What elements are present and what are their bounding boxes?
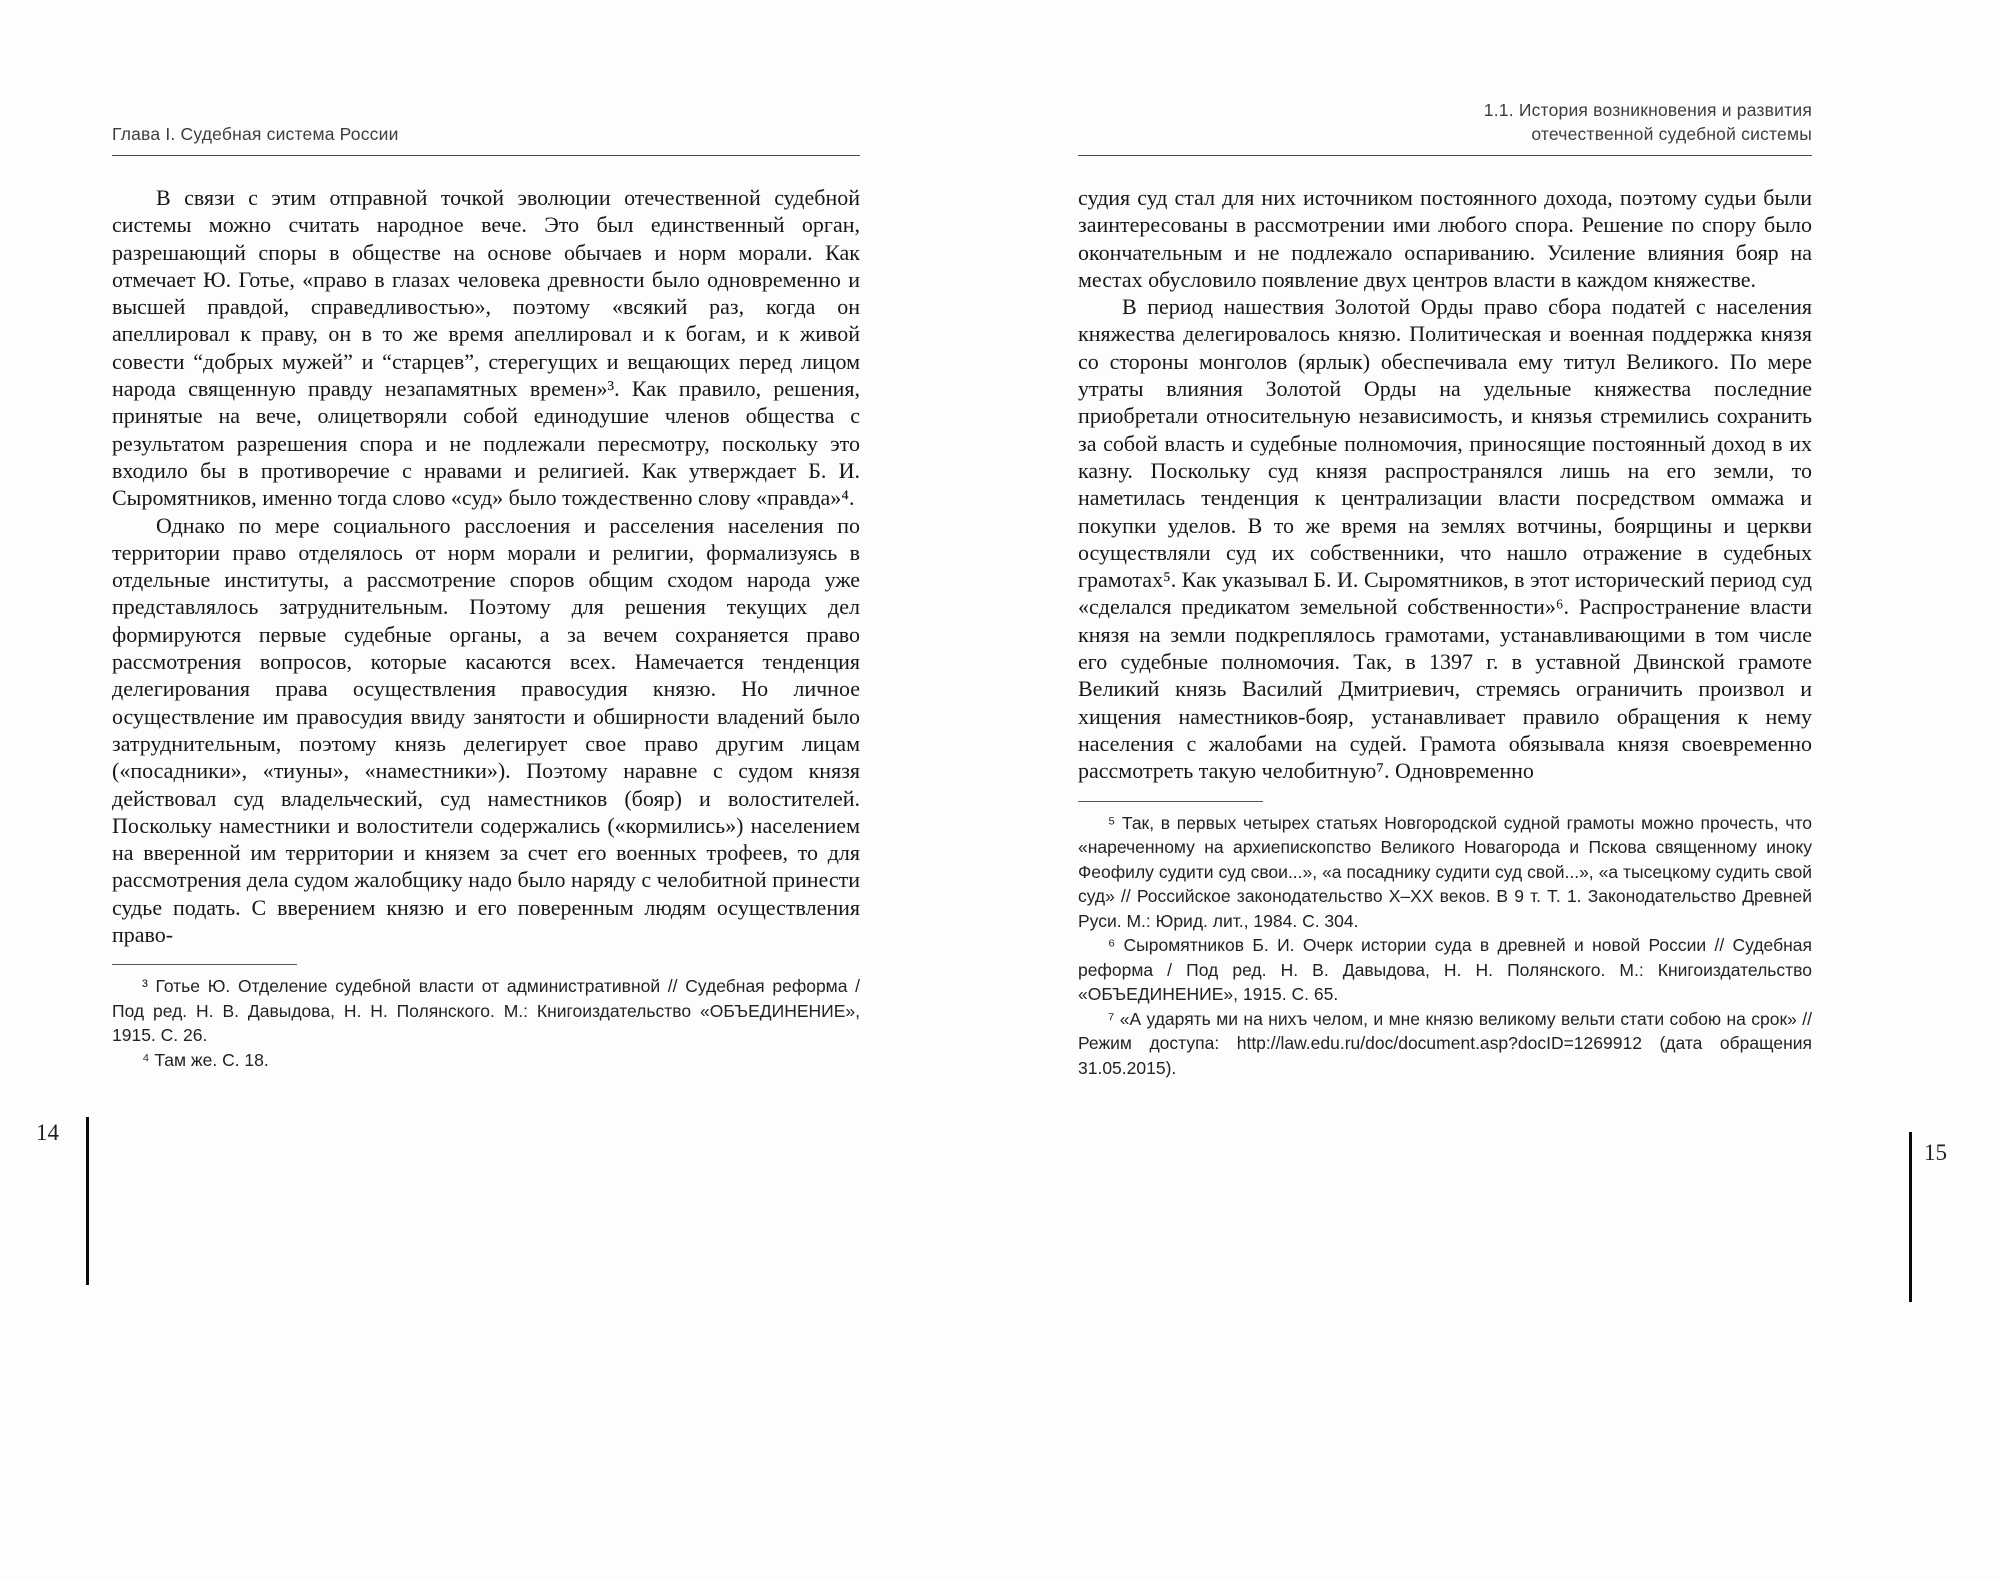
- right-page: [1078, 90, 1812, 1080]
- right-header-rule: [1078, 155, 1812, 156]
- body-paragraph: судия суд стал для них источником постоянного дохода, поэтому судьи были заинтересованы в рассмотрении ими любого спора. Решение по спору было окончательным и не подлежало оспариванию. Усиление влияния бояр на местах обусловило появление двух центров власти в каждом княжестве.: [1078, 185, 1812, 292]
- footnote-separator-rule: [1078, 801, 1263, 802]
- right-footnotes: [1078, 801, 1812, 1081]
- page-edge-mark-left: [86, 1117, 89, 1285]
- footnote: ⁶ Сыромятников Б. И. Очерк истории суда в древней и новой России // Судебная реформа / Под ред. Н. В. Давыдова, Н. Н. Полянского. М.: Книгоиздательство «ОБЪЕДИНЕНИЕ», 1915. С. 65.: [1078, 935, 1812, 1005]
- right-page-number: 15: [1924, 1140, 1947, 1165]
- left-running-head-text: Глава I. Судебная система России: [112, 124, 399, 144]
- body-paragraph: Однако по мере социального расслоения и расселения населения по территории право отделялось от норм морали и религии, формализуясь в отдельные институты, а рассмотрение споров общим сходом народа уже представлялось затруднительным. Поэтому для решения текущих дел формируются первые судебные органы, а за вечем сохраняется право рассмотрения вопросов, которые касаются всех. Намечается тенденция делегирования права осуществления правосудия князю. Но личное осуществление им правосудия ввиду занятости и обширности владений было затруднительным, поэтому князь делегирует свое право другим лицам («посадники», «тиуны», «наместники»). Поэтому наравне с судом князя действовал суд владельческий, суд наместников (бояр) и волостителей. Поскольку наместники и волостители содержались («кормились») населением на вверенной им территории и князем за счет его военных трофеев, то для рассмотрения дела судом жалобщику надо было наряду с челобитной принести судье подать. С вверением князю и его поверенным людям осуществления право-: [112, 512, 860, 948]
- left-footnotes: [112, 964, 860, 1072]
- footnote: ⁴ Там же. С. 18.: [142, 1049, 269, 1070]
- body-paragraph: В период нашествия Золотой Орды право сбора податей с населения княжества делегировалось князю. Политическая и военная поддержка князя со стороны монголов (ярлык) обеспечивала ему титул Великого. По мере утраты влияния Золотой Орды на удельные княжества последние приобретали относительную независимость, и князья стремились сохранить за собой власть и судебные полномочия, приносящие постоянный доход в их казну. Поскольку суд князя распространялся лишь на его земли, то наметилась тенденция к централизации власти посредством оммажа и покупки уделов. В то же время на землях вотчины, боярщины и церкви осуществляли суд их собственники, что нашло отражение в судебных грамотах⁵. Как указывал Б. И. Сыромятников, в этот исторический период суд «сделался предикатом земельной собственности»⁶. Распространение власти князя на земли подкреплялось грамотами, устанавливающими в том числе его судебные полномочия. Так, в 1397 г. в уставной Двинской грамоте Великий князь Василий Дмитриевич, стремясь ограничить произвол и хищения наместников-бояр, устанавливает правило обращения к нему населения с жалобами на судей. Грамота обязывала князя своевременно рассмотреть такую челобитную⁷. Одновременно: [1078, 294, 1812, 784]
- right-running-head: [1078, 90, 1812, 146]
- footnote: ³ Готье Ю. Отделение судебной власти от административной // Судебная реформа / Под ред. Н. В. Давыдова, Н. Н. Полянского. М.: Книгоиздательство «ОБЪЕДИНЕНИЕ», 1915. С. 26.: [112, 976, 860, 1046]
- left-body-text: [112, 184, 860, 948]
- footnote-separator-rule: [112, 964, 297, 965]
- body-paragraph: В связи с этим отправной точкой эволюции отечественной судебной системы можно считать народное вече. Это был единственный орган, разрешающий споры в обществе на основе обычаев и норм морали. Как отмечает Ю. Готье, «право в глазах человека древности было одновременно и высшей правдой, справедливостью», поэтому «всякий раз, когда он апеллировал к праву, он в то же время апеллировал и к богам, и к живой совести “добрых мужей” и “старцев”, стерегущих и вещающих перед лицом народа священную правду незапамятных времен»³. Как правило, решения, принятые на вече, олицетворяли собой единодушие членов общества с результатом разрешения спора и не подлежали пересмотру, поскольку это входило бы в противоречие с нравами и религией. Как утверждает Б. И. Сыромятников, именно тогда слово «суд» было тождественно слову «правда»⁴.: [112, 185, 860, 511]
- page-edge-mark-right: [1909, 1132, 1912, 1302]
- left-header-rule: [112, 155, 860, 156]
- right-body-text: [1078, 184, 1812, 785]
- footnote: ⁷ «А ударять ми на нихъ челом, и мне князю великому вельти стати собою на срок» // Режим доступа: http://law.edu.ru/doc/document.asp?docID=1269912 (дата обращения 31.05.2015).: [1078, 1008, 1812, 1078]
- left-running-head: [112, 90, 860, 146]
- right-running-head-line2: отечественной судебной системы: [1531, 124, 1812, 144]
- left-page-number: 14: [36, 1120, 59, 1145]
- footnote: ⁵ Так, в первых четырех статьях Новгородской судной грамоты можно прочесть, что «нареченному на архиепископство Великого Новагорода и Пскова священному иноку Феофилу судити суд свои...», «а посаднику судити суд свой...», «а тысецкому судить свой суд» // Российское законодательство X–XX веков. В 9 т. Т. 1. Законодательство Древней Руси. М.: Юрид. лит., 1984. С. 304.: [1078, 812, 1812, 931]
- right-running-head-line1: 1.1. История возникновения и развития: [1483, 100, 1812, 120]
- left-page: [112, 90, 860, 1072]
